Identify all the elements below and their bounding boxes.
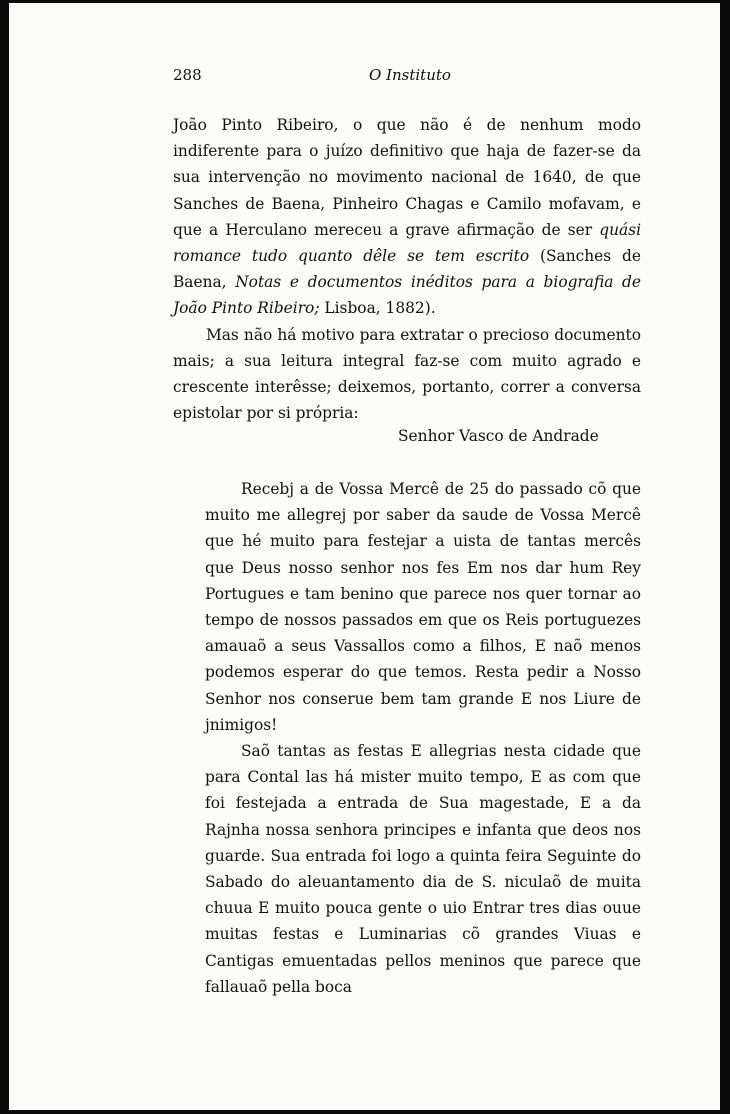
intro-text xyxy=(173,112,641,426)
intro-text-a: João Pinto Ribeiro, o que não é de nenhum modo indiferente para o juízo definitivo que haja de fazer-se da sua intervenção no movimento nacional de 1640, de que Sanches de Baena, Pinheiro Chagas e Camilo mofavam, e que a Herculano mereceu a grave afirmação de ser xyxy=(173,116,641,239)
letter-salutation: Senhor Vasco de Andrade xyxy=(398,427,599,445)
intro-italic-a: quási romance tudo quanto dêle se tem escrito xyxy=(173,220,641,266)
scan-border-left xyxy=(0,0,9,1114)
scan-border-bottom xyxy=(0,1110,730,1114)
scan-border-right xyxy=(720,0,730,1114)
letter-paragraph-1: Recebj a de Vossa Mercê de 25 do passado cõ que muito me allegrej por saber da saude de Vossa Mercê que hé muito para festejar a uista de tantas mercês que Deus nosso senhor nos fes Em nos dar hum Rey Portugues e tam benino que parece nos quer tornar ao tempo de nossos passados em que os Reis portuguezes amauaõ a seus Vassallos como a filhos, E naõ menos podemos esperar do que temos. Resta pedir a Nosso Senhor nos conserue bem tam grande E nos Liure de jnimigos! xyxy=(205,480,641,734)
intro-text-c: Lisboa, 1882). xyxy=(319,299,436,318)
letter-paragraph-2: Saõ tantas as festas E allegrias nesta cidade que para Contal las há mister muito tempo, E as com que foi festejada a entrada de Sua magestade, E a da Rajnha nossa senhora principes e infanta que deos nos guarde. Sua entrada foi logo a quinta feira Seguinte do Sabado do aleuantamento dia de S. niculaõ de muita chuua E muito pouca gente o uio Entrar tres dias ouue muitas festas e Luminarias cõ grandes Viuas e Cantigas emuentadas pellos meninos que parece que fallauaõ pella boca xyxy=(205,742,641,996)
intro-paragraph-1 xyxy=(173,112,641,322)
running-title: O Instituto xyxy=(369,66,451,84)
intro-text-b: (Sanches de Baena, xyxy=(173,247,641,292)
page-number: 288 xyxy=(173,66,202,84)
letter-body xyxy=(205,476,641,1000)
page-header xyxy=(173,66,641,88)
scan-border-top xyxy=(0,0,730,3)
intro-italic-b: Notas e documentos inéditos para a biografia de João Pinto Ribeiro; xyxy=(173,273,642,318)
intro-paragraph-2: Mas não há motivo para extratar o precioso documento mais; a sua leitura integral faz-se com muito agrado e crescente interêsse; deixemos, portanto, correr a conversa epistolar por si própria: xyxy=(173,325,641,423)
